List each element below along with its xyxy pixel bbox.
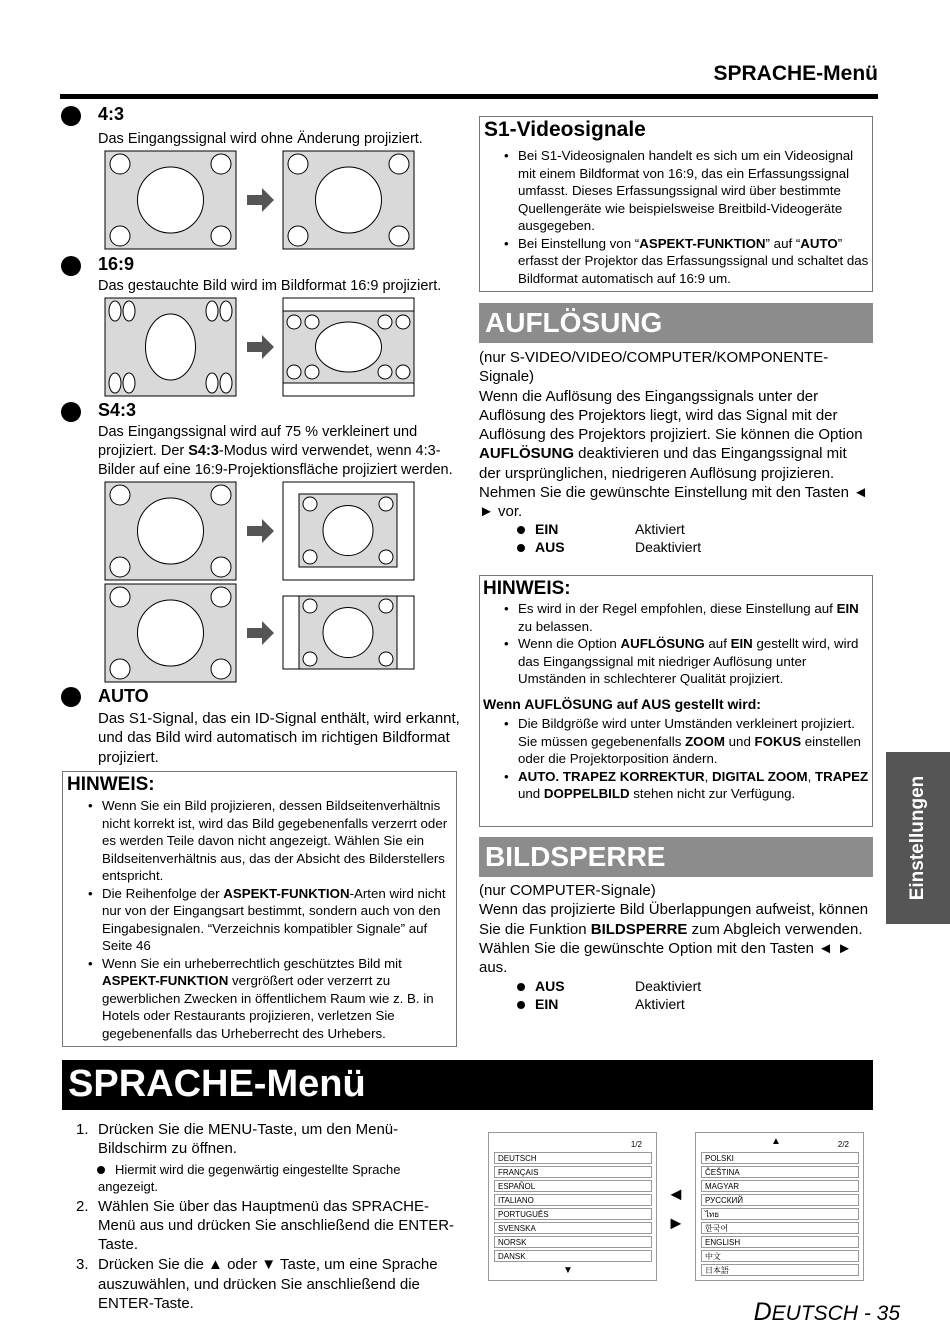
- list-item: • Die Bildgröße wird unter Umständen verkleinert projiziert. Sie müssen gegebenenfalls ZOOM und FOKUS einstellen oder die Projektorposition ändern.: [504, 715, 869, 768]
- list-item: • Es wird in der Regel empfohlen, diese Einstellung auf EIN zu belassen.: [504, 600, 869, 635]
- language-item[interactable]: ITALIANO: [494, 1194, 652, 1206]
- language-item[interactable]: 한국어: [701, 1222, 859, 1234]
- s1-box: [479, 116, 873, 292]
- mode-desc-auto: Das S1-Signal, das ein ID-Signal enthält, wird erkannt, und das Bild wird automatisch im richtigen Bildformat projiziert.: [98, 710, 460, 766]
- language-item[interactable]: FRANÇAIS: [494, 1166, 652, 1178]
- list-item: • Die Reihenfolge der ASPEKT-FUNKTION-Arten wird nicht nur von der Eingangsart bestimmt, sondern auch von den Eingabesignalen. “Verzeichnis kompatibler Signale” auf Seite 46: [88, 885, 453, 955]
- step-item: 3. Drücken Sie die ▲ oder ▼ Taste, um eine Sprache auszuwählen, und drücken Sie anschließend die ENTER-Taste.: [76, 1256, 438, 1313]
- bullet-icon: [61, 687, 81, 707]
- list-item: • Wenn Sie ein urheberrechtlich geschütztes Bild mit ASPEKT-FUNKTION vergrößert oder verzerrt zu gewerblichen Zwecken in öffentlichem Raum wie z. B. in Hotels oder Restaurants projizieren, verletzen Sie gegebenenfalls das Urheberrecht des Urhebers.: [88, 955, 453, 1043]
- mode-desc-16-9: Das gestauchte Bild wird im Bildformat 16:9 projiziert.: [98, 278, 442, 294]
- hinweis-title: HINWEIS:: [67, 774, 155, 795]
- list-item: • AUTO. TRAPEZ KORREKTUR, DIGITAL ZOOM, TRAPEZ und DOPPELBILD stehen nicht zur Verfügung.: [504, 768, 869, 803]
- s1-title: S1-Videosignale: [484, 118, 646, 141]
- bildsperre-heading: BILDSPERRE: [479, 837, 873, 877]
- language-item[interactable]: DANSK: [494, 1250, 652, 1262]
- bullet-icon: [61, 256, 81, 276]
- language-item[interactable]: NORSK: [494, 1236, 652, 1248]
- figure-4-3: [104, 150, 416, 252]
- list-item: • Wenn die Option AUFLÖSUNG auf EIN gestellt wird, wird das Eingangssignal mit niedriger Auflösung unter Umständen in schlechterer Qualität projiziert.: [504, 635, 869, 688]
- aufloesung-option-ein: EIN Aktiviert: [517, 520, 685, 538]
- bullet-icon: [61, 402, 81, 422]
- steps-list: [62, 1120, 462, 1313]
- arrow-right-icon: ►: [667, 1213, 685, 1233]
- aufloesung-body: (nur S-VIDEO/VIDEO/COMPUTER/KOMPONENTE-Signale) Wenn die Auflösung des Eingangssignals unter der Auflösung des Projektors liegt, wird das Signal mit der Auflösung des Projektors projiziert. Sie können die Option AUFLÖSUNG deaktivieren und das Eingangssignal mit der ursprünglichen, niedrigeren Auflösung projizieren. Nehmen Sie die gewünschte Einstellung mit den Tasten ◄ ► vor.: [479, 349, 868, 521]
- language-item[interactable]: 中文: [701, 1250, 859, 1262]
- bildsperre-option-ein: EIN Aktiviert: [517, 995, 685, 1013]
- mode-title-s4-3: S4:3: [98, 400, 137, 420]
- language-item[interactable]: PORTUGUÊS: [494, 1208, 652, 1220]
- bullet-icon: [61, 106, 81, 126]
- bullet-icon: [97, 1166, 105, 1174]
- hinweis-box-left: [62, 771, 457, 1047]
- bullet-icon: [517, 983, 525, 991]
- mode-desc-4-3: Das Eingangssignal wird ohne Änderung projiziert.: [98, 131, 423, 147]
- language-item[interactable]: SVENSKA: [494, 1222, 652, 1234]
- scroll-down-arrow-icon[interactable]: ▼: [563, 1265, 573, 1276]
- figure-16-9: [104, 297, 416, 399]
- language-item[interactable]: DEUTSCH: [494, 1152, 652, 1164]
- hinweis-list: [504, 600, 869, 688]
- hinweis-title: HINWEIS:: [483, 578, 571, 599]
- hinweis-list-2: [504, 715, 869, 803]
- arrow-left-icon: ◄: [667, 1184, 685, 1204]
- bullet-icon: [517, 1001, 525, 1009]
- menu-page-indicator: 1/2: [630, 1140, 642, 1149]
- language-item[interactable]: POLSKI: [701, 1152, 859, 1164]
- mode-title-16-9: 16:9: [98, 254, 135, 274]
- s1-list: [504, 147, 869, 287]
- hinweis-list: [88, 797, 453, 1042]
- language-item[interactable]: 日本語: [701, 1264, 859, 1276]
- step-item: 2. Wählen Sie über das Hauptmenü das SPRACHE-Menü aus und drücken Sie anschließend die ENTER-Taste.: [76, 1197, 455, 1254]
- aufloesung-option-aus: AUS Deaktiviert: [517, 538, 701, 556]
- bildsperre-option-aus: AUS Deaktiviert: [517, 977, 701, 995]
- mode-title-auto: AUTO: [98, 686, 149, 706]
- list-item: • Wenn Sie ein Bild projizieren, dessen Bildseitenverhältnis nicht korrekt ist, wird das Bild gegebenenfalls verzerrt oder es werden Teile davon nicht angezeigt. Wählen Sie ein Bildseitenverhältnis aus, das der Absicht des Bilderstellers entspricht.: [88, 797, 453, 885]
- hinweis-subtitle: Wenn AUFLÖSUNG auf AUS gestellt wird:: [483, 696, 761, 712]
- step-item: 1. Drücken Sie die MENU-Taste, um den Menü-Bildschirm zu öffnen. Hiermit wird die gegenwärtig eingestellte Sprache angezeigt.: [62, 1120, 462, 1195]
- language-item[interactable]: ENGLISH: [701, 1236, 859, 1248]
- language-menu-page-2: [695, 1132, 864, 1281]
- language-item[interactable]: MAGYAR: [701, 1180, 859, 1192]
- list-item: • Bei S1-Videosignalen handelt es sich um ein Videosignal mit einem Bildformat von 16:9, das ein Erfassungssignal umfasst. Dieses Erfassungssignal wird über bestimmte Quellengeräte wie beispielsweise Breitbild-Videogeräte ausgegeben.: [504, 147, 869, 235]
- list-item: • Bei Einstellung von “ASPEKT-FUNKTION” auf “AUTO” erfasst der Projektor das Erfassungssignal und schaltet das Bildformat automatisch auf 16:9 um.: [504, 235, 869, 288]
- sprache-heading: SPRACHE-Menü: [62, 1060, 873, 1110]
- figure-s4-3-a: [104, 481, 416, 583]
- figure-s4-3-b: [104, 583, 416, 685]
- language-menu-page-1: [488, 1132, 657, 1281]
- language-item[interactable]: РУССКИЙ: [701, 1194, 859, 1206]
- bullet-icon: [517, 544, 525, 552]
- menu-page-indicator: 2/2: [837, 1140, 849, 1149]
- bildsperre-body: (nur COMPUTER-Signale) Wenn das projizierte Bild Überlappungen aufweist, können Sie die Funktion BILDSPERRE zum Abgleich verwenden. Wählen Sie die gewünschte Option mit den Tasten ◄ ► aus.: [479, 882, 869, 977]
- bullet-icon: [517, 526, 525, 534]
- step-subnote: Hiermit wird die gegenwärtig eingestellte Sprache angezeigt.: [98, 1161, 401, 1194]
- mode-desc-s4-3: Das Eingangssignal wird auf 75 % verkleinert und projiziert. Der S4:3-Modus wird verwendet, wenn 4:3-Bilder auf eine 16:9-Projektionsfläche projiziert werden.: [98, 424, 453, 478]
- hinweis-box-right: [479, 575, 873, 827]
- language-item[interactable]: ČEŠTINA: [701, 1166, 859, 1178]
- mode-title-4-3: 4:3: [98, 104, 125, 124]
- page-header-title: SPRACHE-Menü: [713, 62, 878, 85]
- aufloesung-heading: AUFLÖSUNG: [479, 303, 873, 343]
- language-item[interactable]: ESPAÑOL: [494, 1180, 652, 1192]
- scroll-up-arrow-icon[interactable]: ▲: [771, 1136, 781, 1147]
- language-item[interactable]: ไทย: [701, 1208, 859, 1220]
- page-footer: DEUTSCH - 35: [753, 1298, 900, 1326]
- header-rule: [60, 94, 878, 99]
- section-side-tab: Einstellungen: [886, 752, 950, 924]
